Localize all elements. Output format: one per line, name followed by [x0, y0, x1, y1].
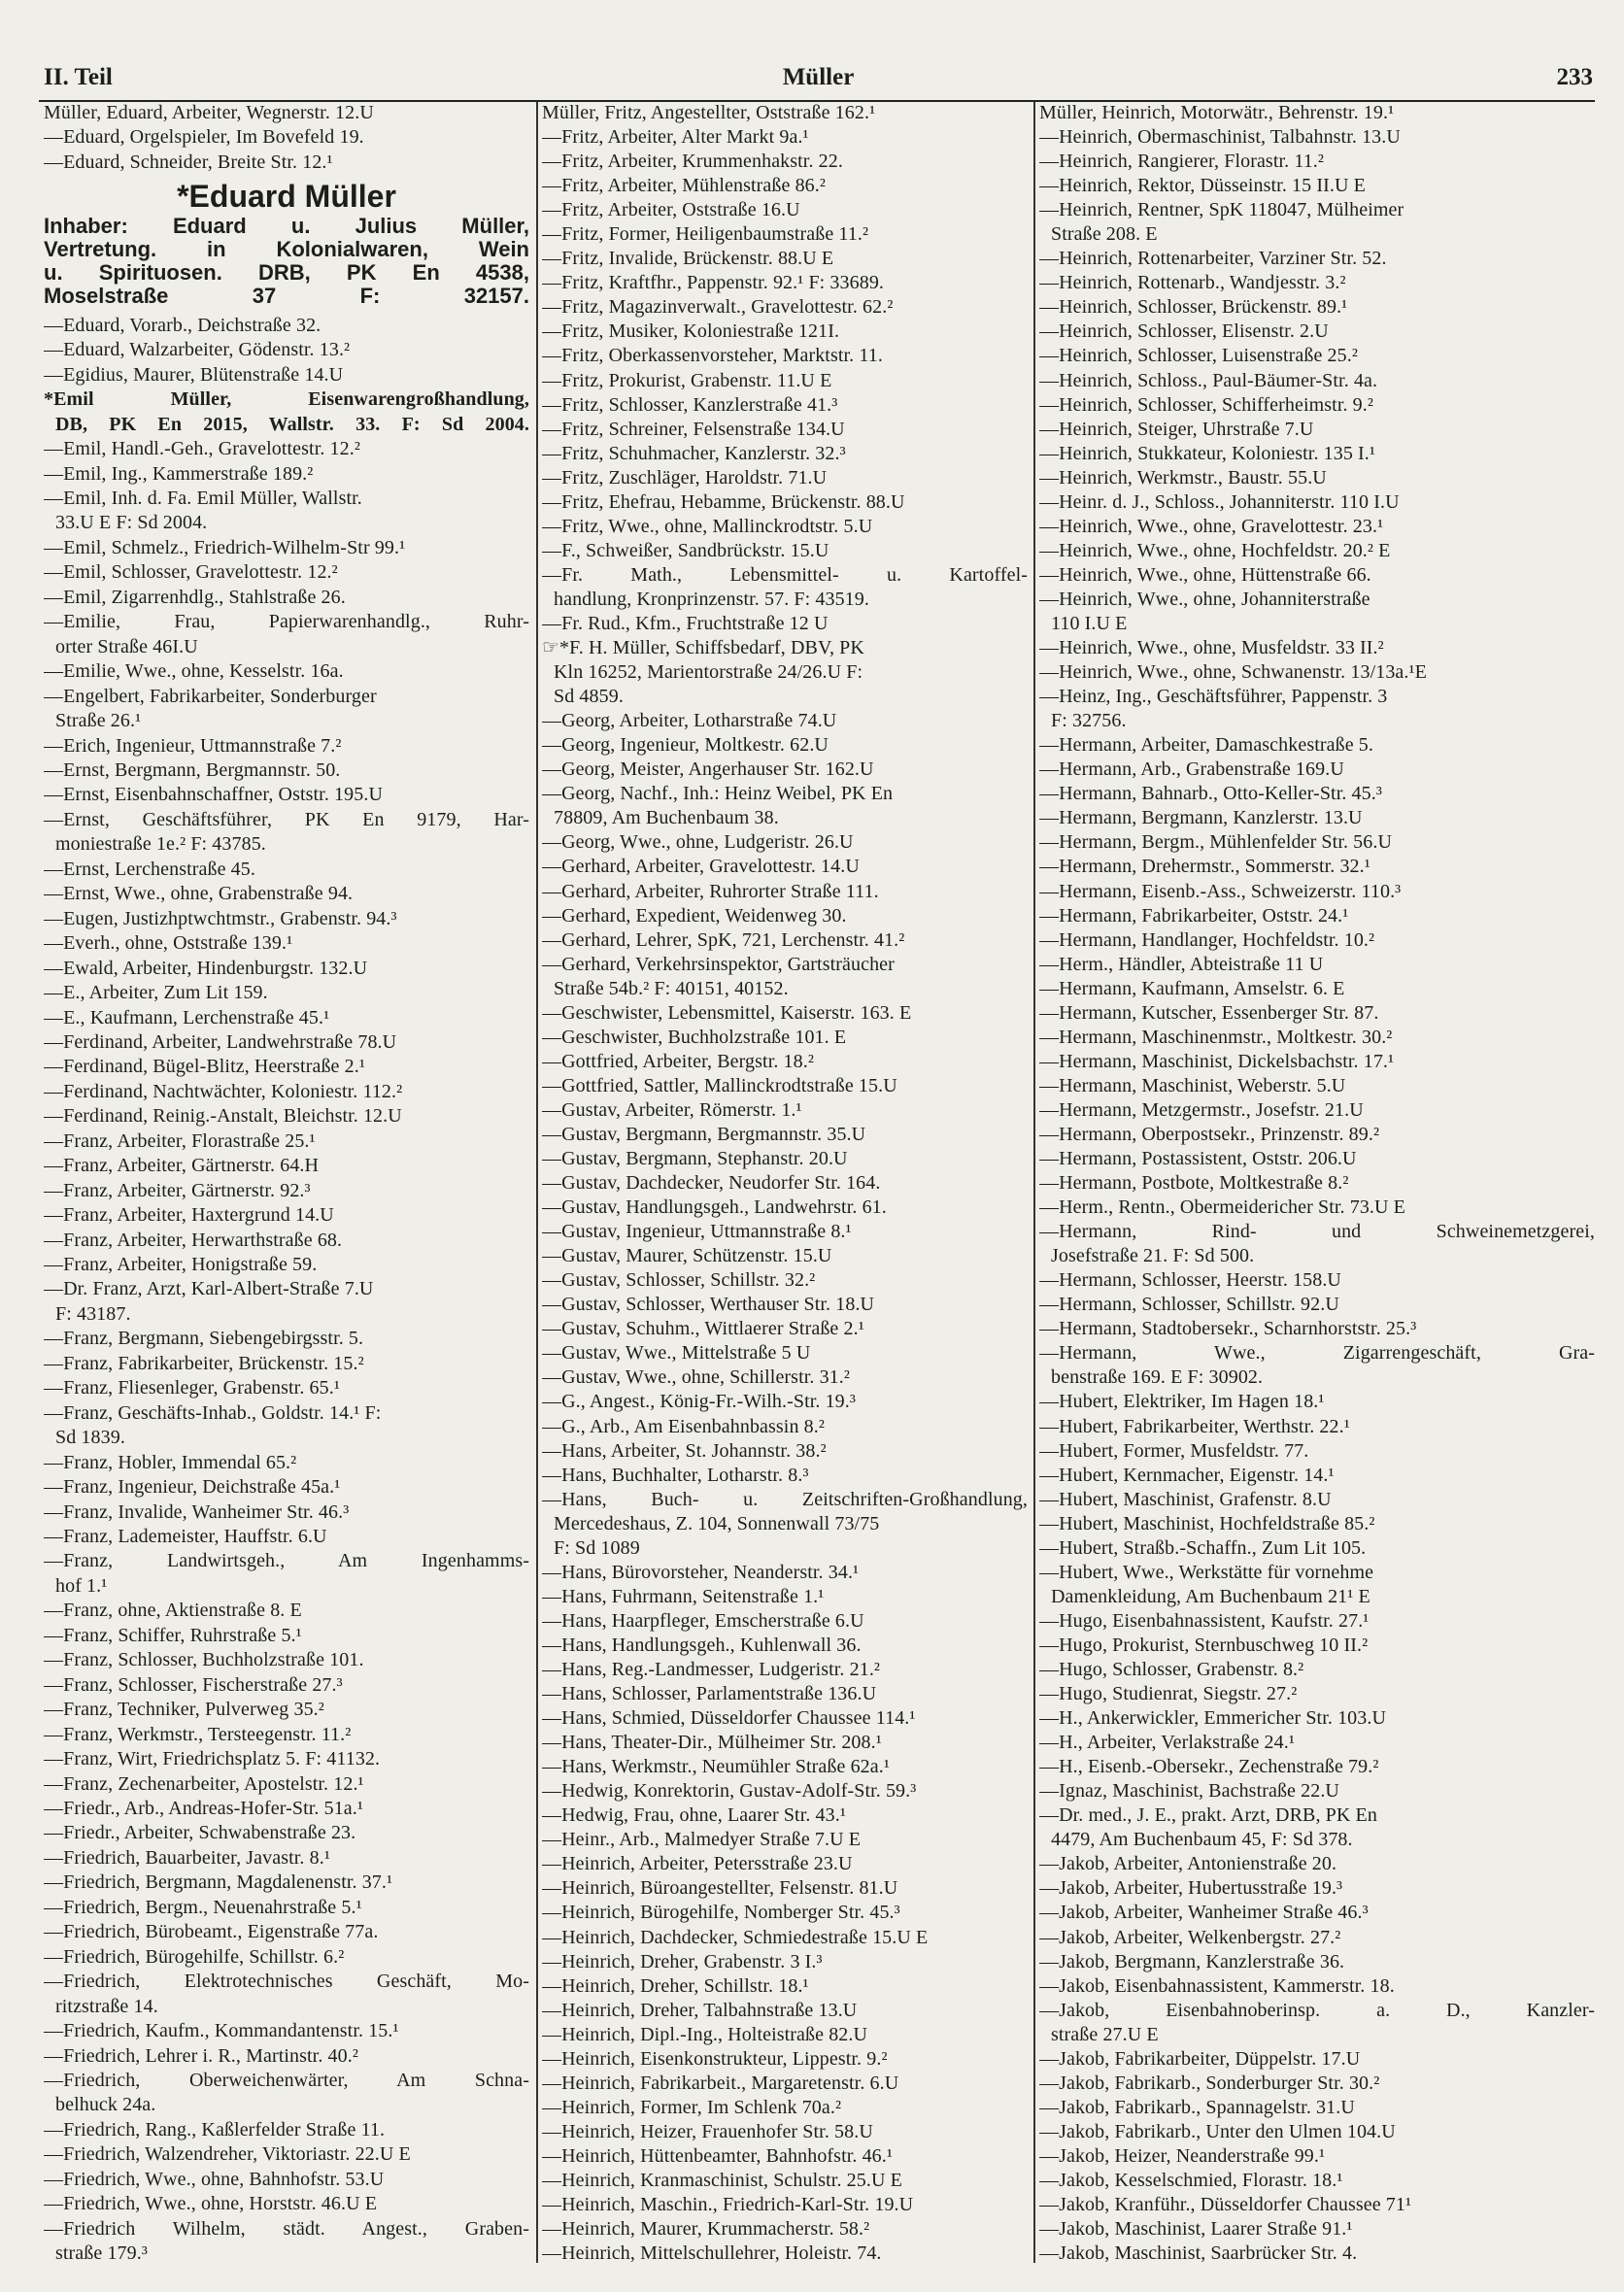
business-advertisement	[44, 177, 529, 311]
directory-entry-line: —Gustav, Ingenieur, Uttmannstraße 8.¹	[542, 1222, 852, 1243]
directory-entry-line: —Hubert, Wwe., Werkstätte für vornehme	[1039, 1562, 1374, 1583]
directory-entry-line: —Hubert, Elektriker, Im Hagen 18.¹	[1039, 1392, 1325, 1413]
directory-entry-line: —Heinrich, Former, Im Schlenk 70a.²	[542, 2097, 842, 2118]
directory-entry-line: —Jakob, Arbeiter, Antonienstraße 20.	[1039, 1854, 1337, 1875]
directory-entry-line: —Franz, Geschäfts-Inhab., Goldstr. 14.¹ F:	[44, 1402, 382, 1424]
directory-entry-line: —Friedrich, Oberweichenwärter, Am Schna-	[44, 2070, 529, 2091]
directory-entry-line: F: Sd 1089	[554, 1537, 640, 1559]
directory-entry-line: —Jakob, Eisenbahnassistent, Kammerstr. 18.	[1039, 1975, 1395, 1997]
directory-entry-line: F: 43187.	[55, 1303, 131, 1325]
directory-entry-line: —Heinrich, Dreher, Schillstr. 18.¹	[542, 1975, 809, 1997]
directory-entry-line: —Heinrich, Schlosser, Elisenstr. 2.U	[1039, 321, 1329, 343]
directory-entry-line: —Friedrich, Kaufm., Kommandantenstr. 15.¹	[44, 2021, 399, 2042]
directory-entry-line: —Fritz, Musiker, Koloniestraße 121I.	[542, 321, 840, 343]
directory-entry-line: —Franz, Zechenarbeiter, Apostelstr. 12.¹	[44, 1773, 364, 1795]
directory-entry-line: —Fritz, Prokurist, Grabenstr. 11.U E	[542, 370, 832, 391]
directory-entry-line: —Ignaz, Maschinist, Bachstraße 22.U	[1039, 1781, 1339, 1803]
directory-entry-line: —Franz, Hobler, Immendal 65.²	[44, 1452, 297, 1473]
directory-entry-line: —Hermann, Handlanger, Hochfeldstr. 10.²	[1039, 929, 1375, 951]
directory-entry-line: —Gustav, Dachdecker, Neudorfer Str. 164.	[542, 1173, 881, 1195]
directory-entry-line: —Hermann, Bergmann, Kanzlerstr. 13.U	[1039, 808, 1363, 829]
directory-entry-line: Müller, Heinrich, Motorwätr., Behrenstr. 19.¹	[1039, 103, 1395, 123]
directory-entry-line: —Heinrich, Rottenarbeiter, Varziner Str. 52.	[1039, 249, 1387, 270]
directory-entry-line: moniestraße 1e.² F: 43785.	[55, 834, 266, 856]
directory-entry-line: —Fritz, Arbeiter, Oststraße 16.U	[542, 200, 800, 221]
directory-entry-line: —Heinrich, Schlosser, Brückenstr. 89.¹	[1039, 297, 1348, 319]
directory-entry-line: —Hermann, Postbote, Moltkestraße 8.²	[1039, 1173, 1349, 1195]
directory-entry-line: —Heinrich, Wwe., ohne, Schwanenstr. 13/13a.¹E	[1039, 662, 1427, 684]
directory-entry-line: —Heinrich, Kranmaschinist, Schulstr. 25.U E	[542, 2170, 902, 2191]
directory-entry-line: —Jakob, Arbeiter, Hubertusstraße 19.³	[1039, 1878, 1343, 1900]
directory-entry-line: —Hubert, Fabrikarbeiter, Werthstr. 22.¹	[1039, 1416, 1350, 1437]
directory-entry-line: —Friedr., Arbeiter, Schwabenstraße 23.	[44, 1823, 356, 1844]
directory-entry-line: —Franz, Arbeiter, Gärtnerstr. 92.³	[44, 1180, 311, 1201]
directory-entry-line: —Heinrich, Wwe., ohne, Gravelottestr. 23.¹	[1039, 516, 1384, 537]
directory-entry-line: —Heinrich, Wwe., ohne, Hüttenstraße 66.	[1039, 564, 1371, 586]
directory-entry-line: —Heinrich, Büroangestellter, Felsenstr. 81.U	[542, 1878, 898, 1900]
directory-entry-line: —Heinrich, Dachdecker, Schmiedestraße 15.U E	[542, 1927, 929, 1948]
directory-entry-line: —Jakob, Fabrikarb., Unter den Ulmen 104.U	[1039, 2121, 1396, 2142]
directory-entry-line: —Hermann, Kaufmann, Amselstr. 6. E	[1039, 978, 1345, 999]
directory-entry-line: —Friedrich, Lehrer i. R., Martinstr. 40.²	[44, 2045, 358, 2067]
directory-column-1	[44, 103, 529, 2265]
directory-entry-line: —Gustav, Wwe., ohne, Schillerstr. 31.²	[542, 1367, 850, 1389]
directory-entry-line: —Jakob, Kranführ., Düsseldorfer Chaussee 71¹	[1039, 2195, 1412, 2216]
directory-entry-line: —Fr. Math., Lebensmittel- u. Kartoffel-	[542, 564, 1028, 586]
directory-entry-line: —Heinr., Arb., Malmedyer Straße 7.U E	[542, 1830, 862, 1851]
directory-entry-line: —Gottfried, Arbeiter, Bergstr. 18.²	[542, 1051, 814, 1072]
directory-entry-line: —Ferdinand, Reinig.-Anstalt, Bleichstr. 12.U	[44, 1106, 402, 1128]
directory-entry-line: —Geschwister, Lebensmittel, Kaiserstr. 163. E	[542, 1002, 912, 1024]
directory-entry-line: —Jakob, Maschinist, Saarbrücker Str. 4.	[1039, 2243, 1358, 2265]
directory-entry-line: —Emil, Zigarrenhdlg., Stahlstraße 26.	[44, 587, 346, 608]
directory-entry-line: —Franz, Bergmann, Siebengebirgsstr. 5.	[44, 1329, 364, 1350]
directory-entry-line: Straße 208. E	[1051, 224, 1158, 246]
directory-entry-line: —Heinrich, Maschin., Friedrich-Karl-Str. 19.U	[542, 2195, 914, 2216]
directory-entry-line: Straße 54b.² F: 40151, 40152.	[554, 978, 789, 999]
page-header	[44, 64, 1593, 99]
header-rule	[39, 100, 1595, 102]
directory-entry-line: —Ferdinand, Nachtwächter, Koloniestr. 112.²	[44, 1081, 403, 1102]
directory-entry-line: —Fritz, Zuschläger, Haroldstr. 71.U	[542, 467, 828, 489]
directory-entry-line: —Fritz, Magazinverwalt., Gravelottestr. 62.²	[542, 297, 894, 319]
directory-entry-line: —Ferdinand, Arbeiter, Landwehrstraße 78.U	[44, 1031, 397, 1053]
directory-entry-line: —Eduard, Walzarbeiter, Gödenstr. 13.²	[44, 340, 351, 361]
directory-entry-line: —Franz, Arbeiter, Gärtnerstr. 64.H	[44, 1156, 320, 1177]
directory-entry-line: —Fritz, Former, Heiligenbaumstraße 11.²	[542, 224, 869, 246]
directory-entry-line: —Eduard, Vorarb., Deichstraße 32.	[44, 315, 321, 336]
directory-entry-line: —G., Angest., König-Fr.-Wilh.-Str. 19.³	[542, 1392, 856, 1413]
directory-entry-line: —Hans, Theater-Dir., Mülheimer Str. 208.¹	[542, 1733, 882, 1754]
directory-entry-line: Kln 16252, Marientorstraße 24/26.U F:	[554, 662, 863, 684]
directory-entry-line: —Heinrich, Schlosser, Schifferheimstr. 9.²	[1039, 394, 1373, 416]
directory-entry-line: —Friedr., Arb., Andreas-Hofer-Str. 51a.¹	[44, 1799, 363, 1819]
directory-entry-line: —Hermann, Kutscher, Essenberger Str. 87.	[1039, 1002, 1379, 1024]
directory-entry-line: —Friedrich, Wwe., ohne, Bahnhofstr. 53.U	[44, 2169, 385, 2190]
directory-entry-line: —Hans, Haarpfleger, Emscherstraße 6.U	[542, 1610, 864, 1632]
directory-entry-line: —Georg, Wwe., ohne, Ludgeristr. 26.U	[542, 832, 854, 854]
directory-entry-line: —Heinrich, Rottenarb., Wandjesstr. 3.²	[1039, 273, 1346, 294]
directory-entry-line: —Hans, Handlungsgeh., Kuhlenwall 36.	[542, 1635, 862, 1656]
directory-entry-line: —Gerhard, Verkehrsinspektor, Gartsträucher	[542, 954, 895, 975]
directory-entry-line: —Friedrich, Bauarbeiter, Javastr. 8.¹	[44, 1847, 330, 1869]
directory-entry-line: —Jakob, Eisenbahnoberinsp. a. D., Kanzler-	[1039, 2000, 1595, 2021]
directory-entry-line: Müller, Eduard, Arbeiter, Wegnerstr. 12.U	[44, 103, 374, 123]
directory-entry-line: —Hans, Buch- u. Zeitschriften-Großhandlung,	[542, 1489, 1028, 1510]
directory-entry-line: —Heinrich, Werkmstr., Baustr. 55.U	[1039, 467, 1327, 489]
directory-entry-line: —Hermann, Arb., Grabenstraße 169.U	[1039, 759, 1344, 781]
directory-entry-line: —Hermann, Bergm., Mühlenfelder Str. 56.U	[1039, 832, 1393, 854]
directory-entry-line: —Heinrich, Maurer, Krummacherstr. 58.²	[542, 2219, 870, 2241]
directory-entry-line: —Hugo, Schlosser, Grabenstr. 8.²	[1039, 1660, 1304, 1680]
directory-entry-line: —Heinrich, Heizer, Frauenhofer Str. 58.U	[542, 2121, 873, 2142]
directory-entry-line: —Fritz, Wwe., ohne, Mallinckrodtstr. 5.U	[542, 516, 873, 537]
directory-entry-line: 4479, Am Buchenbaum 45, F: Sd 378.	[1051, 1830, 1353, 1851]
directory-entry-line: —G., Arb., Am Eisenbahnbassin 8.²	[542, 1416, 825, 1437]
directory-entry-line: —Hans, Schlosser, Parlamentstraße 136.U	[542, 1684, 877, 1705]
directory-entry-line: —Hermann, Arbeiter, Damaschkestraße 5.	[1039, 735, 1373, 757]
directory-entry-line: —Hedwig, Frau, ohne, Laarer Str. 43.¹	[542, 1805, 846, 1827]
directory-entry-line: 33.U E F: Sd 2004.	[55, 513, 208, 534]
directory-entry-line: —Emil, Schmelz., Friedrich-Wilhelm-Str 99.¹	[44, 537, 406, 558]
directory-entry-line: Müller, Fritz, Angestellter, Oststraße 162.¹	[542, 103, 876, 123]
directory-entry-line: —Hans, Werkmstr., Neumühler Straße 62a.¹	[542, 1757, 890, 1778]
directory-entry-line: —Hans, Buchhalter, Lotharstr. 8.³	[542, 1465, 809, 1486]
directory-entry-line: —Emilie, Frau, Papierwarenhandlg., Ruhr-	[44, 612, 529, 633]
directory-entry-line: —Fritz, Arbeiter, Alter Markt 9a.¹	[542, 127, 809, 149]
directory-entry-line: —Franz, ohne, Aktienstraße 8. E	[44, 1601, 302, 1622]
directory-entry-line: —Friedrich Wilhelm, städt. Angest., Graben-	[44, 2218, 529, 2240]
directory-entry-line: —Fritz, Ehefrau, Hebamme, Brückenstr. 88.U	[542, 491, 905, 513]
directory-entry-line: —Franz, Arbeiter, Honigstraße 59.	[44, 1255, 318, 1276]
directory-entry-line: —Ferdinand, Bügel-Blitz, Heerstraße 2.¹	[44, 1057, 365, 1078]
directory-entry-line: Damenkleidung, Am Buchenbaum 21¹ E	[1051, 1586, 1370, 1607]
directory-entry-line: —Hermann, Wwe., Zigarrengeschäft, Gra-	[1039, 1343, 1595, 1365]
directory-entry-line: —Georg, Arbeiter, Lotharstraße 74.U	[542, 711, 837, 732]
directory-entry-line: straße 179.³	[55, 2243, 148, 2265]
directory-entry-line: —Georg, Meister, Angerhauser Str. 162.U	[542, 759, 874, 781]
directory-entry-line: —Gustav, Arbeiter, Römerstr. 1.¹	[542, 1099, 802, 1121]
directory-entry-line: orter Straße 46I.U	[55, 636, 198, 657]
directory-entry-line: —Eduard, Orgelspieler, Im Bovefeld 19.	[44, 127, 364, 149]
directory-entry-line: hof 1.¹	[55, 1575, 108, 1597]
directory-entry-line: —Hermann, Postassistent, Oststr. 206.U	[1039, 1149, 1357, 1170]
directory-entry-line: ritzstraße 14.	[55, 1996, 158, 2017]
column-divider	[536, 102, 538, 2263]
directory-entry-line: —Franz, Schlosser, Buchholzstraße 101.	[44, 1650, 364, 1671]
directory-entry-line: 110 I.U E	[1051, 613, 1128, 634]
directory-entry-line: —Erich, Ingenieur, Uttmannstraße 7.²	[44, 735, 342, 757]
directory-entry-line: —Hugo, Prokurist, Sternbuschweg 10 II.²	[1039, 1635, 1369, 1656]
directory-entry-line: —Hermann, Maschinist, Weberstr. 5.U	[1039, 1075, 1346, 1096]
advertisement-line: u. Spirituosen. DRB, PK En 4538,	[44, 260, 529, 286]
directory-entry-line: —Herm., Händler, Abteistraße 11 U	[1039, 954, 1324, 975]
directory-entry-line: —Heinrich, Wwe., ohne, Musfeldstr. 33 II.²	[1039, 638, 1384, 659]
directory-entry-line: —Heinrich, Rentner, SpK 118047, Mülheimer	[1039, 200, 1404, 221]
directory-entry-line: —Hans, Bürovorsteher, Neanderstr. 34.¹	[542, 1562, 860, 1583]
directory-entry-line: —Franz, Fliesenleger, Grabenstr. 65.¹	[44, 1378, 340, 1399]
directory-entry-line: —Gustav, Wwe., Mittelstraße 5 U	[542, 1343, 811, 1365]
directory-entry-line: —Heinrich, Dreher, Talbahnstraße 13.U	[542, 2000, 858, 2021]
directory-entry-line: —Ewald, Arbeiter, Hindenburgstr. 132.U	[44, 958, 368, 979]
directory-entry-line: —Heinrich, Wwe., ohne, Hochfeldstr. 20.² E	[1039, 540, 1391, 561]
directory-entry-line: —Heinrich, Rangierer, Florastr. 11.²	[1039, 152, 1324, 173]
directory-column-2	[542, 103, 1028, 2265]
directory-entry-line: —Fritz, Kraftfhr., Pappenstr. 92.¹ F: 33689.	[542, 273, 885, 294]
directory-entry-line: —Franz, Arbeiter, Herwarthstraße 68.	[44, 1230, 343, 1251]
directory-entry-line: ☞*F. H. Müller, Schiffsbedarf, DBV, PK	[542, 638, 864, 659]
directory-entry-line: —Hermann, Metzgermstr., Josefstr. 21.U	[1039, 1099, 1364, 1121]
advertisement-line: Inhaber: Eduard u. Julius Müller,	[44, 214, 529, 239]
directory-entry-line: —Georg, Ingenieur, Moltkestr. 62.U	[542, 735, 829, 757]
directory-entry-line: —Franz, Schlosser, Fischerstraße 27.³	[44, 1674, 343, 1696]
directory-entry-line: —Hermann, Fabrikarbeiter, Oststr. 24.¹	[1039, 905, 1349, 927]
directory-entry-line: —Friedrich, Wwe., ohne, Horststr. 46.U E	[44, 2194, 378, 2215]
directory-entry-line: —Franz, Fabrikarbeiter, Brückenstr. 15.²	[44, 1353, 364, 1374]
directory-entry-line: —H., Arbeiter, Verlakstraße 24.¹	[1039, 1733, 1295, 1754]
directory-entry-line: —Friedrich, Bergm., Neuenahrstraße 5.¹	[44, 1897, 362, 1918]
directory-entry-line: —Gustav, Schlosser, Schillstr. 32.²	[542, 1270, 816, 1292]
directory-entry-line: —Hubert, Straßb.-Schaffn., Zum Lit 105.	[1039, 1537, 1367, 1559]
directory-entry-line: —Gustav, Handlungsgeh., Landwehrstr. 61.	[542, 1197, 887, 1219]
directory-entry-line: —Jakob, Maschinist, Laarer Straße 91.¹	[1039, 2219, 1353, 2241]
directory-entry-line: —Dr. Franz, Arzt, Karl-Albert-Straße 7.U	[44, 1279, 374, 1300]
directory-entry-line: —Fritz, Schlosser, Kanzlerstraße 41.³	[542, 394, 838, 416]
directory-entry-line: —Heinrich, Wwe., ohne, Johanniterstraße	[1039, 589, 1370, 610]
advertisement-line: Vertretung. in Kolonialwaren, Wein	[44, 237, 529, 262]
directory-entry-line: —Franz, Wirt, Friedrichsplatz 5. F: 41132.	[44, 1749, 381, 1770]
directory-entry-line: —Hubert, Maschinist, Grafenstr. 8.U	[1039, 1489, 1332, 1510]
directory-entry-line: —Heinrich, Steiger, Uhrstraße 7.U	[1039, 419, 1314, 440]
directory-entry-line: —Hubert, Kernmacher, Eigenstr. 14.¹	[1039, 1465, 1335, 1486]
directory-entry-line: —H., Eisenb.-Obersekr., Zechenstraße 79.²	[1039, 1757, 1379, 1778]
directory-entry-line: —Franz, Arbeiter, Florastraße 25.¹	[44, 1130, 316, 1152]
directory-entry-line: —Hermann, Eisenb.-Ass., Schweizerstr. 110.³	[1039, 881, 1402, 902]
directory-entry-line: —Franz, Ingenieur, Deichstraße 45a.¹	[44, 1477, 341, 1499]
directory-entry-line: —Emil, Ing., Kammerstraße 189.²	[44, 463, 314, 485]
directory-entry-line: —Herm., Rentn., Obermeidericher Str. 73.U E	[1039, 1197, 1405, 1219]
directory-entry-line: —Franz, Landwirtsgeh., Am Ingenhamms-	[44, 1551, 529, 1572]
directory-entry-line: —Hermann, Schlosser, Heerstr. 158.U	[1039, 1270, 1341, 1292]
directory-entry-line: —Heinrich, Dipl.-Ing., Holteistraße 82.U	[542, 2024, 868, 2045]
directory-entry-line: —Heinrich, Bürogehilfe, Nomberger Str. 45.³	[542, 1903, 900, 1924]
column-divider	[1033, 102, 1035, 2263]
directory-entry-line: —Heinrich, Obermaschinist, Talbahnstr. 13.U	[1039, 127, 1401, 149]
directory-entry-line: —Gustav, Bergmann, Stephanstr. 20.U	[542, 1149, 848, 1170]
directory-entry-line: benstraße 169. E F: 30902.	[1051, 1367, 1264, 1389]
directory-entry-line: —Hugo, Eisenbahnassistent, Kaufstr. 27.¹	[1039, 1610, 1370, 1632]
directory-entry-line: —Heinrich, Schloss., Paul-Bäumer-Str. 4a.	[1039, 370, 1378, 391]
directory-entry-line: —Franz, Schiffer, Ruhrstraße 5.¹	[44, 1625, 302, 1646]
directory-entry-line: —Hugo, Studienrat, Siegstr. 27.²	[1039, 1684, 1298, 1705]
advertisement-line: Moselstraße 37 F: 32157.	[44, 284, 529, 309]
directory-column-3	[1039, 103, 1595, 2265]
directory-entry-line: —F., Schweißer, Sandbrückstr. 15.U	[542, 540, 829, 561]
directory-entry-line: —Franz, Arbeiter, Haxtergrund 14.U	[44, 1205, 334, 1227]
directory-entry-line: *Emil Müller, Eisenwarengroßhandlung,	[44, 389, 529, 411]
directory-entry-line: —Heinrich, Fabrikarbeit., Margaretenstr. 6.U	[542, 2073, 899, 2094]
directory-entry-line: —E., Kaufmann, Lerchenstraße 45.¹	[44, 1007, 330, 1028]
directory-entry-line: —Franz, Werkmstr., Tersteegenstr. 11.²	[44, 1724, 352, 1745]
directory-entry-line: —Ernst, Geschäftsführer, PK En 9179, Har-	[44, 809, 529, 830]
directory-entry-line: —Friedrich, Bürobeamt., Eigenstraße 77a.	[44, 1922, 379, 1943]
directory-entry-line: —Hans, Reg.-Landmesser, Ludgeristr. 21.²	[542, 1660, 881, 1680]
directory-entry-line: —Gottfried, Sattler, Mallinckrodtstraße 15.U	[542, 1075, 897, 1096]
directory-entry-line: —Hermann, Rind- und Schweinemetzgerei,	[1039, 1222, 1595, 1243]
directory-entry-line: —Heinrich, Dreher, Grabenstr. 3 I.³	[542, 1951, 823, 1972]
directory-entry-line: —Emil, Handl.-Geh., Gravelottestr. 12.²	[44, 439, 360, 460]
directory-entry-line: —H., Ankerwickler, Emmericher Str. 103.U	[1039, 1708, 1387, 1730]
directory-entry-line: —Emil, Schlosser, Gravelottestr. 12.²	[44, 562, 338, 584]
directory-entry-line: —Heinr. d. J., Schloss., Johanniterstr. 110 I.U	[1039, 491, 1400, 513]
directory-entry-line: —Jakob, Fabrikarb., Spannagelstr. 31.U	[1039, 2097, 1355, 2118]
directory-entry-line: —Hubert, Maschinist, Hochfeldstraße 85.²	[1039, 1513, 1375, 1534]
directory-entry-line: —Hans, Arbeiter, St. Johannstr. 38.²	[542, 1440, 827, 1462]
directory-entry-line: —Heinrich, Stukkateur, Koloniestr. 135 I.¹	[1039, 443, 1376, 464]
directory-entry-line: —Hedwig, Konrektorin, Gustav-Adolf-Str. 59.³	[542, 1781, 917, 1803]
directory-entry-line: —Heinrich, Rektor, Düsseinstr. 15 II.U E	[1039, 176, 1366, 197]
directory-entry-line: —Fritz, Schuhmacher, Kanzlerstr. 32.³	[542, 443, 846, 464]
directory-entry-line: —Friedrich, Bergmann, Magdalenenstr. 37.¹	[44, 1872, 393, 1894]
directory-entry-line: —Dr. med., J. E., prakt. Arzt, DRB, PK En	[1039, 1805, 1377, 1827]
directory-entry-line: —Heinrich, Eisenkonstrukteur, Lippestr. 9.²	[542, 2048, 888, 2070]
directory-entry-line: straße 27.U E	[1051, 2024, 1159, 2045]
running-head: Müller	[782, 64, 855, 90]
directory-entry-line: —Ernst, Lerchenstraße 45.	[44, 859, 255, 880]
directory-entry-line: —Gerhard, Lehrer, SpK, 721, Lerchenstr. 41.²	[542, 929, 905, 951]
directory-entry-line: —Hans, Fuhrmann, Seitenstraße 1.¹	[542, 1586, 825, 1607]
directory-entry-line: —Fritz, Oberkassenvorsteher, Marktstr. 11.	[542, 346, 883, 367]
directory-entry-line: —Jakob, Arbeiter, Welkenbergstr. 27.²	[1039, 1927, 1341, 1948]
directory-entry-line: —Fr. Rud., Kfm., Fruchtstraße 12 U	[542, 613, 829, 634]
directory-entry-line: DB, PK En 2015, Wallstr. 33. F: Sd 2004.	[55, 414, 529, 435]
directory-entry-line: —Gerhard, Arbeiter, Ruhrorter Straße 111.	[542, 881, 879, 902]
directory-entry-line: —Gerhard, Arbeiter, Gravelottestr. 14.U	[542, 857, 860, 878]
directory-entry-line: —Friedrich, Bürogehilfe, Schillstr. 6.²	[44, 1946, 345, 1968]
directory-entry-line: —Gustav, Bergmann, Bergmannstr. 35.U	[542, 1124, 866, 1145]
directory-entry-line: Sd 4859.	[554, 687, 624, 708]
advertisement-title: *Eduard Müller	[177, 179, 396, 215]
directory-entry-line: —Hubert, Former, Musfeldstr. 77.	[1039, 1440, 1309, 1462]
directory-entry-line: —Heinrich, Arbeiter, Petersstraße 23.U	[542, 1854, 853, 1875]
directory-entry-line: —Jakob, Kesselschmied, Florastr. 18.¹	[1039, 2170, 1343, 2191]
directory-entry-line: —Eugen, Justizhptwchtmstr., Grabenstr. 94.³	[44, 908, 397, 929]
directory-entry-line: —Friedrich, Elektrotechnisches Geschäft, Mo-	[44, 1972, 529, 1993]
directory-entry-line: —Gerhard, Expedient, Weidenweg 30.	[542, 905, 847, 927]
directory-entry-line: —Fritz, Arbeiter, Mühlenstraße 86.²	[542, 176, 826, 197]
directory-entry-line: —Ernst, Wwe., ohne, Grabenstraße 94.	[44, 884, 354, 905]
directory-entry-line: —Jakob, Heizer, Neanderstraße 99.¹	[1039, 2145, 1326, 2167]
directory-entry-line: —Emil, Inh. d. Fa. Emil Müller, Wallstr.	[44, 488, 362, 509]
directory-entry-line: handlung, Kronprinzenstr. 57. F: 43519.	[554, 589, 869, 610]
directory-entry-line: —Hermann, Stadtobersekr., Scharnhorststr. 25.³	[1039, 1319, 1417, 1340]
directory-entry-line: —Ernst, Eisenbahnschaffner, Oststr. 195.U	[44, 785, 383, 806]
directory-entry-line: —Jakob, Fabrikarb., Sonderburger Str. 30.²	[1039, 2073, 1380, 2094]
directory-entry-line: —Hermann, Maschinist, Dickelsbachstr. 17.¹	[1039, 1051, 1395, 1072]
section-label: II. Teil	[44, 64, 113, 90]
directory-entry-line: —Geschwister, Buchholzstraße 101. E	[542, 1027, 847, 1048]
directory-entry-line: —Jakob, Fabrikarbeiter, Düppelstr. 17.U	[1039, 2048, 1361, 2070]
directory-entry-line: —Friedrich, Walzendreher, Viktoriastr. 22.U E	[44, 2144, 411, 2166]
directory-entry-line: —Eduard, Schneider, Breite Str. 12.¹	[44, 152, 333, 173]
directory-entry-line: —Hermann, Drehermstr., Sommerstr. 32.¹	[1039, 857, 1370, 878]
directory-entry-line: Mercedeshaus, Z. 104, Sonnenwall 73/75	[554, 1513, 880, 1534]
directory-entry-line: —Fritz, Schreiner, Felsenstraße 134.U	[542, 419, 845, 440]
directory-entry-line: —Gustav, Schuhm., Wittlaerer Straße 2.¹	[542, 1319, 864, 1340]
directory-entry-line: belhuck 24a.	[55, 2095, 156, 2116]
directory-entry-line: —Heinrich, Hüttenbeamter, Bahnhofstr. 46.¹	[542, 2145, 893, 2167]
directory-entry-line: —Heinrich, Schlosser, Luisenstraße 25.²	[1039, 346, 1358, 367]
directory-entry-line: —Georg, Nachf., Inh.: Heinz Weibel, PK En	[542, 784, 894, 805]
directory-entry-line: —Engelbert, Fabrikarbeiter, Sonderburger	[44, 686, 377, 707]
directory-entry-line: —Fritz, Invalide, Brückenstr. 88.U E	[542, 249, 834, 270]
directory-entry-line: —Emilie, Wwe., ohne, Kesselstr. 16a.	[44, 661, 344, 683]
directory-entry-line: —Franz, Invalide, Wanheimer Str. 46.³	[44, 1501, 350, 1523]
directory-entry-line: —Hermann, Maschinenmstr., Moltkestr. 30.²	[1039, 1027, 1393, 1048]
directory-entry-line: —Hans, Schmied, Düsseldorfer Chaussee 114.¹	[542, 1708, 916, 1730]
directory-entry-line: Straße 26.¹	[55, 711, 142, 732]
directory-entry-line: —Franz, Lademeister, Hauffstr. 6.U	[44, 1527, 327, 1548]
directory-entry-line: Sd 1839.	[55, 1428, 125, 1449]
directory-entry-line: —Hermann, Oberpostsekr., Prinzenstr. 89.²	[1039, 1124, 1380, 1145]
directory-entry-line: —Ernst, Bergmann, Bergmannstr. 50.	[44, 759, 341, 781]
directory-entry-line: 78809, Am Buchenbaum 38.	[554, 808, 779, 829]
directory-entry-line: —Gustav, Maurer, Schützenstr. 15.U	[542, 1246, 832, 1267]
directory-entry-line: —Franz, Techniker, Pulverweg 35.²	[44, 1700, 324, 1721]
directory-entry-line: —Hermann, Schlosser, Schillstr. 92.U	[1039, 1295, 1339, 1316]
directory-entry-line: —Hermann, Bahnarb., Otto-Keller-Str. 45.³	[1039, 784, 1382, 805]
directory-entry-line: —E., Arbeiter, Zum Lit 159.	[44, 983, 268, 1004]
directory-entry-line: —Jakob, Arbeiter, Wanheimer Straße 46.³	[1039, 1903, 1369, 1924]
directory-entry-line: —Egidius, Maurer, Blütenstraße 14.U	[44, 364, 344, 386]
directory-entry-line: —Everh., ohne, Oststraße 139.¹	[44, 933, 293, 955]
directory-entry-line: —Fritz, Arbeiter, Krummenhakstr. 22.	[542, 152, 843, 173]
directory-entry-line: —Jakob, Bergmann, Kanzlerstraße 36.	[1039, 1951, 1345, 1972]
directory-entry-line: —Friedrich, Rang., Kaßlerfelder Straße 11.	[44, 2119, 386, 2140]
directory-entry-line: —Gustav, Schlosser, Werthauser Str. 18.U	[542, 1295, 875, 1316]
directory-entry-line: Josefstraße 21. F: Sd 500.	[1051, 1246, 1255, 1267]
directory-entry-line: —Heinrich, Mittelschullehrer, Holeistr. 74.	[542, 2243, 882, 2265]
directory-entry-line: F: 32756.	[1051, 711, 1127, 732]
page-number: 233	[1556, 64, 1593, 90]
directory-entry-line: —Heinz, Ing., Geschäftsführer, Pappenstr. 3	[1039, 687, 1388, 708]
